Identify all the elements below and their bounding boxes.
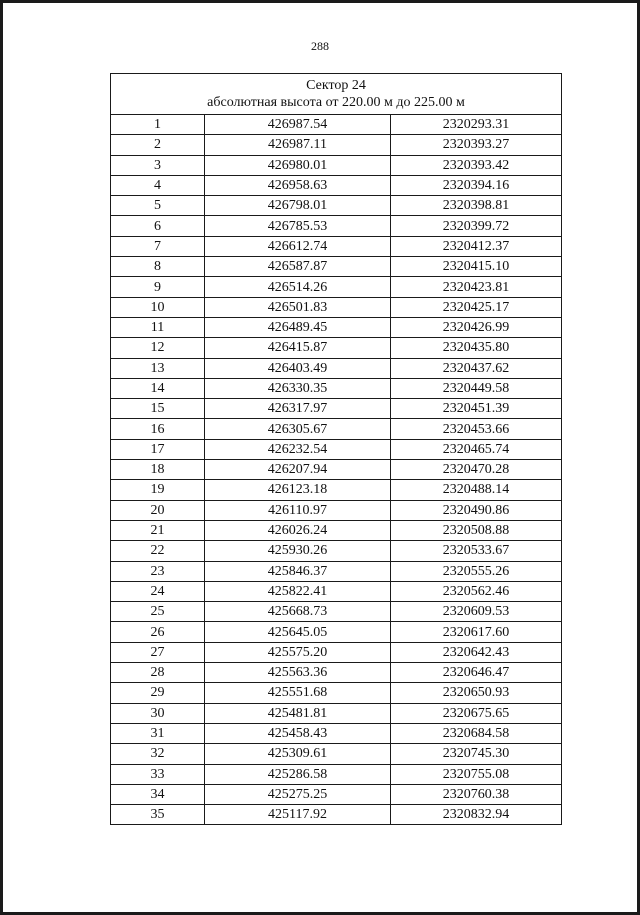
x-coordinate-cell: 425286.58 (205, 764, 391, 784)
point-number-cell: 22 (111, 541, 205, 561)
y-coordinate-cell: 2320425.17 (391, 297, 562, 317)
y-coordinate-cell: 2320423.81 (391, 277, 562, 297)
x-coordinate-cell: 426110.97 (205, 500, 391, 520)
table-row (111, 399, 562, 419)
y-coordinate-cell: 2320453.66 (391, 419, 562, 439)
table-row (111, 764, 562, 784)
point-number-cell: 26 (111, 622, 205, 642)
point-number-cell: 9 (111, 277, 205, 297)
x-coordinate-cell: 426958.63 (205, 175, 391, 195)
table-row (111, 723, 562, 743)
table-row (111, 115, 562, 135)
page-number: 288 (311, 39, 329, 53)
table-row (111, 236, 562, 256)
table-header-row (111, 74, 562, 115)
sector-header (111, 74, 562, 115)
point-number-cell: 35 (111, 805, 205, 825)
point-number-cell: 23 (111, 561, 205, 581)
y-coordinate-cell: 2320490.86 (391, 500, 562, 520)
table-row (111, 541, 562, 561)
point-number-cell: 15 (111, 399, 205, 419)
table-row (111, 784, 562, 804)
point-number-cell: 11 (111, 317, 205, 337)
point-number-cell: 19 (111, 480, 205, 500)
table-row (111, 317, 562, 337)
table-row (111, 155, 562, 175)
table-row (111, 581, 562, 601)
point-number-cell: 13 (111, 358, 205, 378)
x-coordinate-cell: 426415.87 (205, 338, 391, 358)
table-row (111, 135, 562, 155)
point-number-cell: 1 (111, 115, 205, 135)
x-coordinate-cell: 426987.11 (205, 135, 391, 155)
table-row (111, 419, 562, 439)
y-coordinate-cell: 2320398.81 (391, 196, 562, 216)
point-number-cell: 21 (111, 520, 205, 540)
table-row (111, 520, 562, 540)
sector-title: Сектор 24 (306, 78, 366, 93)
x-coordinate-cell: 425575.20 (205, 642, 391, 662)
point-number-cell: 29 (111, 683, 205, 703)
x-coordinate-cell: 426232.54 (205, 439, 391, 459)
y-coordinate-cell: 2320437.62 (391, 358, 562, 378)
table-row (111, 744, 562, 764)
point-number-cell: 24 (111, 581, 205, 601)
y-coordinate-cell: 2320399.72 (391, 216, 562, 236)
x-coordinate-cell: 425668.73 (205, 602, 391, 622)
point-number-cell: 5 (111, 196, 205, 216)
x-coordinate-cell: 425309.61 (205, 744, 391, 764)
point-number-cell: 33 (111, 764, 205, 784)
table-row (111, 460, 562, 480)
y-coordinate-cell: 2320451.39 (391, 399, 562, 419)
point-number-cell: 8 (111, 257, 205, 277)
table-row (111, 277, 562, 297)
table-body (111, 115, 562, 825)
table-row (111, 439, 562, 459)
y-coordinate-cell: 2320412.37 (391, 236, 562, 256)
x-coordinate-cell: 425563.36 (205, 663, 391, 683)
x-coordinate-cell: 425551.68 (205, 683, 391, 703)
x-coordinate-cell: 425846.37 (205, 561, 391, 581)
table-row (111, 805, 562, 825)
x-coordinate-cell: 426612.74 (205, 236, 391, 256)
y-coordinate-cell: 2320745.30 (391, 744, 562, 764)
table-row (111, 216, 562, 236)
y-coordinate-cell: 2320832.94 (391, 805, 562, 825)
table-row (111, 602, 562, 622)
x-coordinate-cell: 425645.05 (205, 622, 391, 642)
table-row (111, 561, 562, 581)
point-number-cell: 30 (111, 703, 205, 723)
x-coordinate-cell: 426489.45 (205, 317, 391, 337)
point-number-cell: 34 (111, 784, 205, 804)
point-number-cell: 27 (111, 642, 205, 662)
table-row (111, 257, 562, 277)
table-row (111, 683, 562, 703)
y-coordinate-cell: 2320609.53 (391, 602, 562, 622)
table-row (111, 175, 562, 195)
x-coordinate-cell: 426026.24 (205, 520, 391, 540)
table-row (111, 338, 562, 358)
y-coordinate-cell: 2320465.74 (391, 439, 562, 459)
x-coordinate-cell: 425458.43 (205, 723, 391, 743)
y-coordinate-cell: 2320675.65 (391, 703, 562, 723)
coordinates-table (110, 73, 562, 825)
point-number-cell: 20 (111, 500, 205, 520)
x-coordinate-cell: 425481.81 (205, 703, 391, 723)
table-row (111, 378, 562, 398)
x-coordinate-cell: 425930.26 (205, 541, 391, 561)
x-coordinate-cell: 426798.01 (205, 196, 391, 216)
x-coordinate-cell: 426587.87 (205, 257, 391, 277)
y-coordinate-cell: 2320533.67 (391, 541, 562, 561)
x-coordinate-cell: 426317.97 (205, 399, 391, 419)
x-coordinate-cell: 426785.53 (205, 216, 391, 236)
x-coordinate-cell: 426403.49 (205, 358, 391, 378)
sector-altitude-range: абсолютная высота от 220.00 м до 225.00 м (207, 95, 465, 110)
y-coordinate-cell: 2320426.99 (391, 317, 562, 337)
point-number-cell: 12 (111, 338, 205, 358)
table-row (111, 642, 562, 662)
y-coordinate-cell: 2320508.88 (391, 520, 562, 540)
y-coordinate-cell: 2320449.58 (391, 378, 562, 398)
point-number-cell: 4 (111, 175, 205, 195)
y-coordinate-cell: 2320293.31 (391, 115, 562, 135)
table-row (111, 297, 562, 317)
y-coordinate-cell: 2320393.42 (391, 155, 562, 175)
x-coordinate-cell: 426980.01 (205, 155, 391, 175)
point-number-cell: 28 (111, 663, 205, 683)
x-coordinate-cell: 425117.92 (205, 805, 391, 825)
point-number-cell: 25 (111, 602, 205, 622)
y-coordinate-cell: 2320415.10 (391, 257, 562, 277)
y-coordinate-cell: 2320555.26 (391, 561, 562, 581)
point-number-cell: 10 (111, 297, 205, 317)
point-number-cell: 3 (111, 155, 205, 175)
x-coordinate-cell: 426207.94 (205, 460, 391, 480)
y-coordinate-cell: 2320646.47 (391, 663, 562, 683)
x-coordinate-cell: 425822.41 (205, 581, 391, 601)
y-coordinate-cell: 2320562.46 (391, 581, 562, 601)
point-number-cell: 14 (111, 378, 205, 398)
table-row (111, 358, 562, 378)
y-coordinate-cell: 2320642.43 (391, 642, 562, 662)
y-coordinate-cell: 2320617.60 (391, 622, 562, 642)
table-row (111, 500, 562, 520)
y-coordinate-cell: 2320470.28 (391, 460, 562, 480)
x-coordinate-cell: 426305.67 (205, 419, 391, 439)
x-coordinate-cell: 426501.83 (205, 297, 391, 317)
x-coordinate-cell: 426123.18 (205, 480, 391, 500)
y-coordinate-cell: 2320394.16 (391, 175, 562, 195)
x-coordinate-cell: 425275.25 (205, 784, 391, 804)
y-coordinate-cell: 2320755.08 (391, 764, 562, 784)
point-number-cell: 31 (111, 723, 205, 743)
x-coordinate-cell: 426514.26 (205, 277, 391, 297)
y-coordinate-cell: 2320760.38 (391, 784, 562, 804)
table-row (111, 622, 562, 642)
y-coordinate-cell: 2320684.58 (391, 723, 562, 743)
point-number-cell: 17 (111, 439, 205, 459)
point-number-cell: 16 (111, 419, 205, 439)
y-coordinate-cell: 2320393.27 (391, 135, 562, 155)
point-number-cell: 18 (111, 460, 205, 480)
table-row (111, 480, 562, 500)
x-coordinate-cell: 426330.35 (205, 378, 391, 398)
x-coordinate-cell: 426987.54 (205, 115, 391, 135)
y-coordinate-cell: 2320435.80 (391, 338, 562, 358)
table-row (111, 703, 562, 723)
point-number-cell: 32 (111, 744, 205, 764)
point-number-cell: 2 (111, 135, 205, 155)
table-row (111, 196, 562, 216)
y-coordinate-cell: 2320650.93 (391, 683, 562, 703)
point-number-cell: 7 (111, 236, 205, 256)
y-coordinate-cell: 2320488.14 (391, 480, 562, 500)
table-row (111, 663, 562, 683)
point-number-cell: 6 (111, 216, 205, 236)
